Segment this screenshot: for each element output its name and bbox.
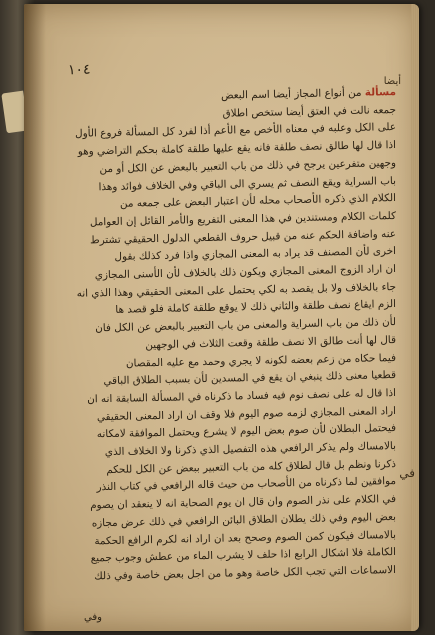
page-edges — [411, 4, 419, 631]
line-text: الزم ايقاع نصف طلقة والثاني ذلك لا يوقع طلقة كاملة فلو قصد ها — [115, 298, 397, 317]
line-text: الاسماعات التي تجب الكل خاصة وهو ما من اجل بعض خاصة وفي ذلك — [94, 563, 397, 583]
line-text: كلمات الكلام ومستندين في هذا المعنى التفريع والأمر القائل إن العوامل — [89, 209, 397, 229]
line-text: عنه واضافة الحكم عنه من قبيل حروف القطعي الدلول الحقيقي تشترط — [89, 227, 397, 247]
folio-number: ١٠٤ — [67, 61, 91, 79]
line-text: باب السراية ويقع النصف ثم يسري الى الباقي وفي الخلاف فوائد وهذا — [98, 174, 397, 193]
line-text: في الكلام على نذر الصوم وان قال ان يوم الصحابة انه لا ينعقد ان يصوم — [90, 493, 397, 512]
line-text: من أنواع المجاز أيضا اسم البعض — [220, 86, 362, 102]
line-text: بالامساك فيكون كمن الصوم وصحح بعد ان اراد انه لكرم الرافع الحكمة — [94, 528, 397, 547]
line-text: الكلام الذي ذكره الأصحاب محله لأن اعتبار البعض على جمعه من — [119, 192, 397, 210]
line-text: لأن ذلك من باب السراية والمعنى من باب التعبير بالبعض عن الكل فان — [95, 316, 397, 335]
line-text: موافقين لما ذكرناه من الأصحاب من حيث قاله الرافعي في كتاب النذر — [96, 475, 397, 494]
line-text: بعض اليوم وفي ذلك يطلان الطلاق البائن الرافعي في ذلك عرض مجازه — [91, 510, 397, 530]
line-text: ان اراد الزوج المعنى المجازي ويكون ذلك بالخلاف لأن الأسنى المجازي — [94, 263, 397, 282]
manuscript-text-block — [46, 84, 397, 583]
line-text: اذا قال لها طالق نصف طلقة فانه يقع عليها طلقة كاملة بحكم التراضي وهو — [77, 139, 397, 158]
line-text: اذا قال له على نصف نوم فيه فساد ما ذكرناه في المسألة السابقة انه ان — [87, 386, 397, 406]
line-text: جمعه نالت في العتق أيضا ستخص اطلاق — [222, 103, 397, 120]
manuscript-page — [24, 4, 419, 631]
line-text: الكاملة فلا اشكال الرابع اذا حلف لا يشرب الماء من عطش وجوب جميع — [90, 546, 397, 565]
margin-note-top: أيضا — [383, 76, 401, 87]
margin-note-side: في — [399, 466, 415, 480]
line-text: اخرى لأن المصنف قد يراد به المعنى المجازي واذا فرد كذلك بقول — [114, 245, 397, 264]
line-text: جاء بالخلاف ولا بل يقصد به لكي يحتمل على المعنى الحقيقي وهذا الذي انه — [76, 280, 397, 300]
line-text: على الكل وعلبه في معناه الأخص مع الأعم أذا لفرد كل المسألة فروع الأول — [74, 121, 397, 141]
line-text: فيحتمل البطلان لأن صوم بعض اليوم لا يشرع ويحتمل الموافقة لامكانه — [96, 422, 397, 441]
line-text: قطعيا معنى ذلك ينبغي ان يقع في المسدين لأن بسبب الطلاق الباقي — [103, 369, 397, 388]
rubric-heading: مسألة — [364, 86, 397, 99]
line-text: بالامساك ولم يذكر الرافعي هذه التفصيل الذي ذكرنا ولا الخلاف الذي — [104, 440, 397, 459]
catchword: وفي — [84, 612, 102, 623]
line-text: قال لها أنت طالق الا نصف طلقة وقعت الثلاث في الوجهين — [145, 333, 397, 352]
line-text: اراد المعنى المجازي لزمه صوم اليوم فلا وقف ان اراد المعنى الحقيقي — [96, 404, 397, 423]
page-gutter-shadow — [24, 4, 46, 631]
line-text: فيما حكاه من زعم بعضه لكونه لا يجري وحمد مع عليه المقصان — [125, 351, 397, 370]
line-text: وجهين متفرعين يرجح في ذلك من باب التعبير بالبعض عن الكل أو من — [99, 156, 397, 176]
line-text: ذكرنا ونظم بل قال لطلاق كله من باب التعبير ببعض عن الكل للحكم — [106, 457, 397, 476]
